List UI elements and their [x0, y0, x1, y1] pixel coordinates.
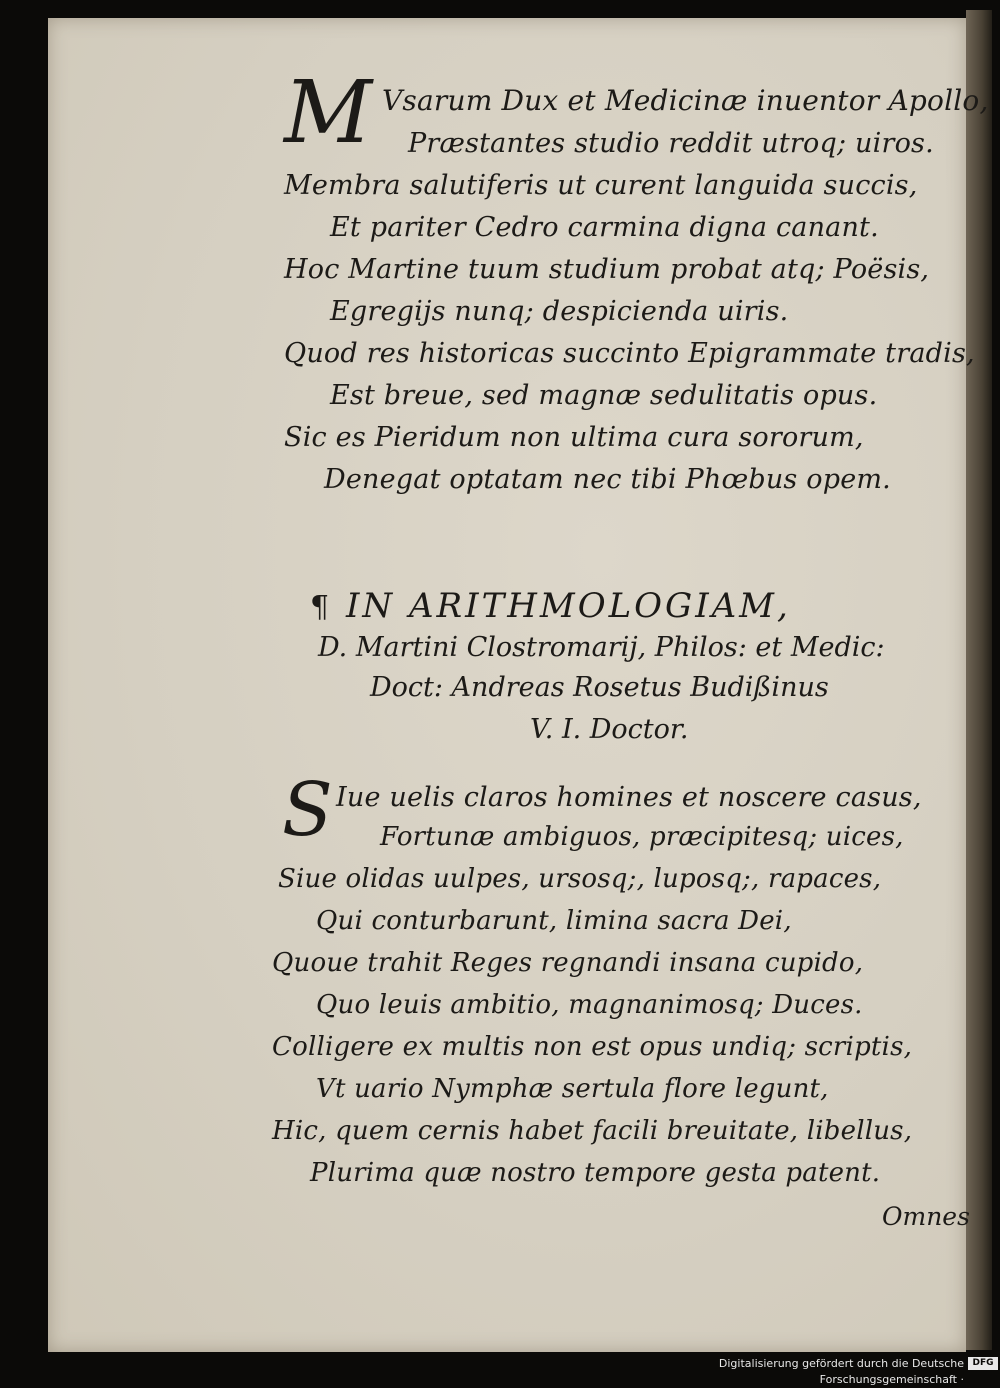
poem-1-line: Quod res historicas succinto Epigrammate tradis,: [284, 338, 975, 369]
poem-2-line: Quo leuis ambitio, magnanimosq; Duces.: [316, 990, 863, 1020]
poem-1-line: Hoc Martine tuum studium probat atq; Poësis,: [284, 254, 930, 285]
poem-1-line: Denegat optatam nec tibi Phœbus opem.: [324, 464, 891, 495]
poem-1-line: Est breue, sed magnæ sedulitatis opus.: [330, 380, 878, 411]
poem-2-line: Colligere ex multis non est opus undiq; scriptis,: [272, 1032, 913, 1062]
poem-2-line: Qui conturbarunt, limina sacra Dei,: [316, 906, 792, 936]
poem-1-line: Vsarum Dux et Medicinæ inuentor Apollo,: [382, 84, 989, 117]
poem-2-line: Vt uario Nymphæ sertula flore legunt,: [316, 1074, 829, 1104]
poem-2-line: Plurima quæ nostro tempore gesta patent.: [310, 1158, 881, 1188]
heading-line-1: IN ARITHMOLOGIAM,: [346, 586, 791, 626]
pilcrow-mark: ¶: [310, 590, 330, 625]
heading-line-4: V. I. Doctor.: [530, 714, 689, 745]
poem-1-line: Egregijs nunq; despicienda uiris.: [330, 296, 789, 327]
poem-1-line: Præstantes studio reddit utroq; uiros.: [408, 128, 934, 159]
poem-1-line: Membra salutiferis ut curent languida succis,: [284, 170, 918, 201]
dropcap-s: S: [282, 767, 333, 853]
catchword: Omnes: [882, 1202, 970, 1231]
poem-2-line: Siue olidas uulpes, ursosq;, luposq;, rapaces,: [278, 864, 882, 894]
poem-1-line: Sic es Pieridum non ultima cura sororum,: [284, 422, 864, 453]
poem-2-line: Quoue trahit Reges regnandi insana cupido,: [272, 948, 864, 978]
heading-line-3: Doct: Andreas Rosetus Budißinus: [370, 672, 829, 703]
poem-2-line: Iue uelis claros homines et noscere casus,: [336, 782, 922, 813]
page-edge: [966, 10, 992, 1350]
poem-2-line: Fortunæ ambiguos, præcipitesq; uices,: [380, 822, 904, 852]
poem-1-line: Et pariter Cedro carmina digna canant.: [330, 212, 879, 243]
dropcap-m: M: [284, 63, 373, 163]
heading-line-2: D. Martini Clostromarij, Philos: et Medic:: [318, 632, 885, 663]
footer-credit: Digitalisierung gefördert durch die Deutsche Forschungsgemeinschaft ·: [718, 1357, 964, 1386]
dfg-logo: DFG: [968, 1357, 998, 1370]
poem-2-line: Hic, quem cernis habet facili breuitate, libellus,: [272, 1116, 913, 1146]
